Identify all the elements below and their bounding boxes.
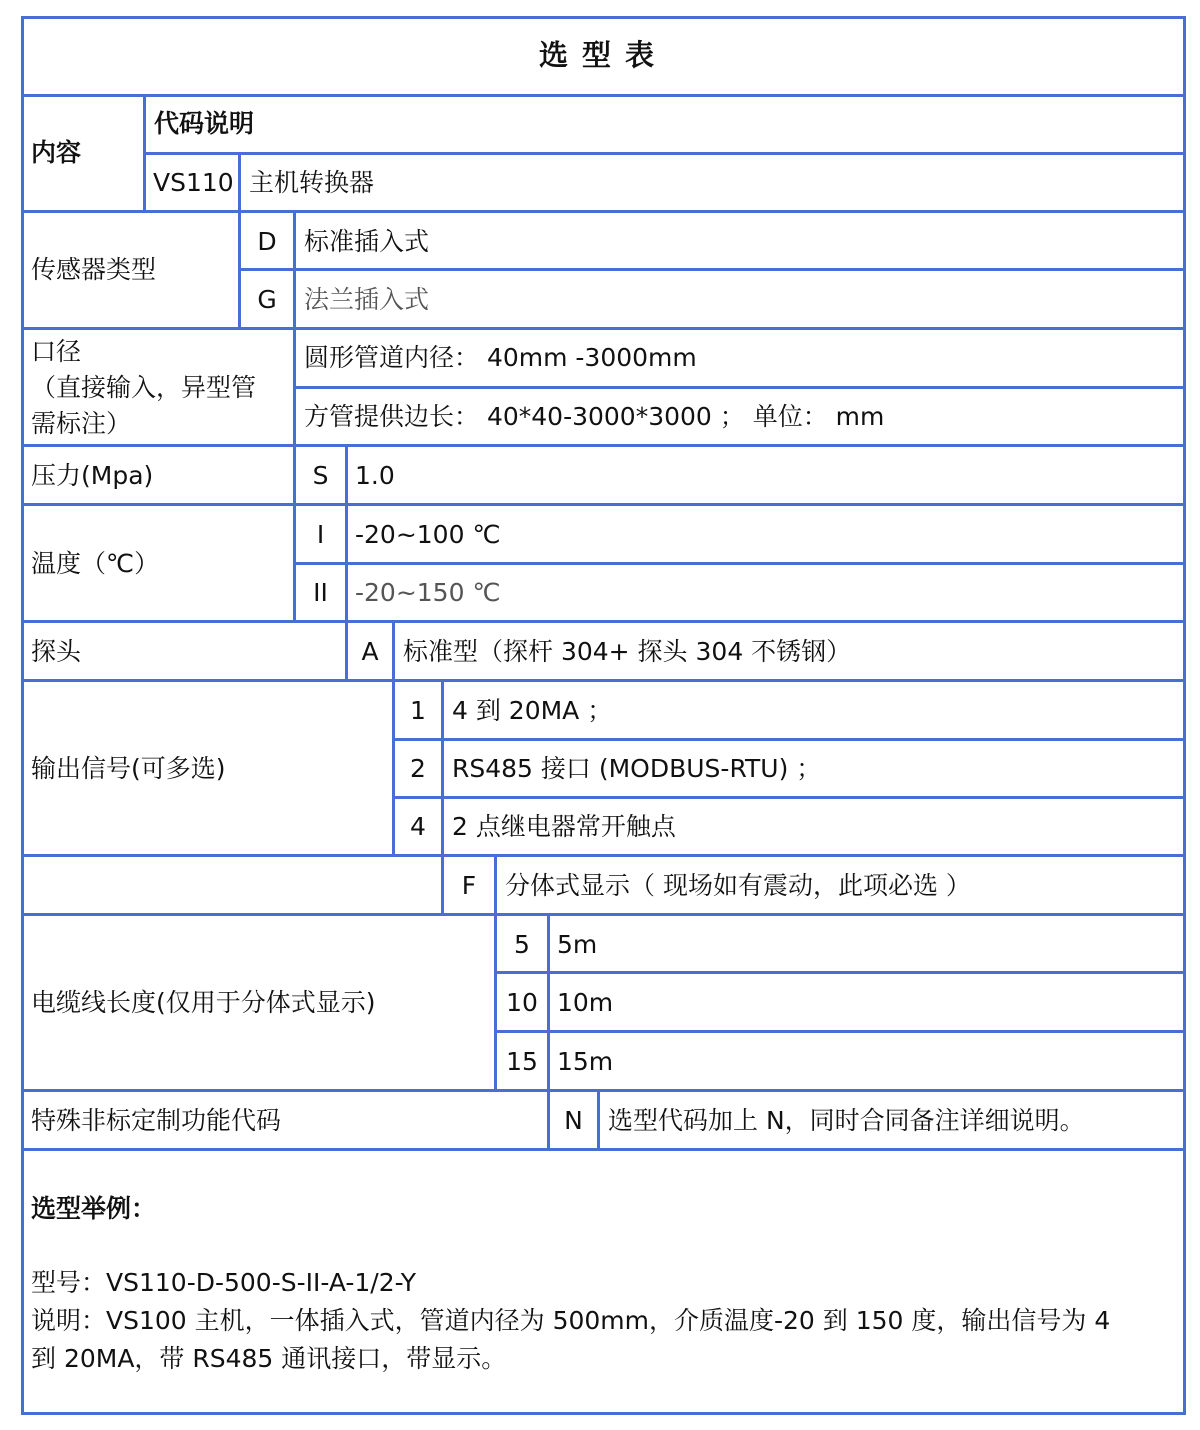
column-divider [143,94,146,211]
caliber-label: 口径 [31,337,82,366]
row-divider [293,562,1186,565]
display-desc: 分体式显示（ 现场如有震动，此项必选 ） [505,871,971,900]
border-line [21,16,1186,19]
cable-code: 10 [506,988,538,1017]
display-code: F [461,871,477,900]
border-line [1183,16,1186,1415]
column-divider [547,913,550,1090]
output-desc: RS485 接口 (MODBUS-RTU) ； [452,754,822,783]
row-divider [21,503,1186,506]
sensor-code: G [257,285,277,314]
caliber-option: 圆形管道内径： 40mm -3000mm [304,343,697,372]
cable-code: 15 [506,1047,538,1076]
example-explanation: 说明：VS100 主机，一体插入式，管道内径为 500mm，介质温度-20 到 150 度，输出信号为 4 [31,1306,1111,1335]
row-divider [392,796,1186,799]
row-divider [494,1030,1186,1033]
pressure-code: S [312,461,329,490]
cable-label: 电缆线长度(仅用于分体式显示) [31,988,376,1017]
code-header: 代码说明 [154,109,255,138]
content-desc: 主机转换器 [249,168,375,197]
row-divider [21,1089,1186,1092]
temperature-label: 温度（℃） [31,549,160,578]
row-divider [21,210,1186,213]
caliber-option: 方管提供边长： 40*40-3000*3000 ； 单位： mm [304,402,885,431]
output-code: 4 [410,812,426,841]
column-divider [494,854,497,914]
row-divider [21,1148,1186,1151]
column-divider [597,1089,600,1149]
caliber-label: 需标注） [31,409,132,438]
row-divider [21,679,1186,682]
special-code: N [564,1106,583,1135]
row-divider [293,386,1186,389]
selection-table [21,16,1186,1415]
content-code: VS110 [153,168,234,197]
special-label: 特殊非标定制功能代码 [31,1106,282,1135]
output-desc: 4 到 20MA ； [452,696,613,725]
row-divider [494,971,1186,974]
example-model: 型号：VS110-D-500-S-II-A-1/2-Y [31,1268,416,1297]
row-divider [21,620,1186,623]
cable-desc: 15m [557,1047,614,1076]
border-line [21,16,24,1415]
column-divider [441,679,444,855]
cable-desc: 5m [557,930,598,959]
sensor-desc: 法兰插入式 [304,285,430,314]
row-divider [392,738,1186,741]
border-line [21,1412,1186,1415]
row-divider [21,94,1186,97]
sensor-desc: 标准插入式 [304,227,430,256]
row-divider [238,268,1186,271]
cable-code: 5 [514,930,530,959]
temperature-desc: -20~100 ℃ [355,520,501,549]
output-desc: 2 点继电器常开触点 [452,812,676,841]
probe-desc: 标准型（探杆 304+ 探头 304 不锈钢） [403,637,852,666]
special-desc: 选型代码加上 N，同时合同备注详细说明。 [608,1106,1085,1135]
probe-code: A [361,637,379,666]
column-divider [293,210,296,328]
content-label: 内容 [31,138,82,167]
temperature-code: I [316,520,325,549]
cable-desc: 10m [557,988,614,1017]
caliber-label: （直接输入，异型管 [31,373,257,402]
column-divider [345,444,348,621]
sensor-code: D [257,227,277,256]
page-title: 选型表 [538,38,668,72]
example-explanation: 到 20MA，带 RS485 通讯接口，带显示。 [31,1344,507,1373]
row-divider [143,152,1186,155]
output-code: 2 [410,754,426,783]
row-divider [21,444,1186,447]
sensor-label: 传感器类型 [31,255,157,284]
example-heading: 选型举例： [31,1194,157,1223]
probe-label: 探头 [31,637,82,666]
output-label: 输出信号(可多选) [31,754,226,783]
pressure-label: 压力(Mpa) [31,461,154,490]
row-divider [21,913,1186,916]
temperature-desc: -20~150 ℃ [355,578,501,607]
pressure-desc: 1.0 [355,461,395,490]
column-divider [392,620,395,680]
row-divider [21,854,1186,857]
temperature-code: II [313,578,328,607]
row-divider [21,327,1186,330]
output-code: 1 [410,696,426,725]
